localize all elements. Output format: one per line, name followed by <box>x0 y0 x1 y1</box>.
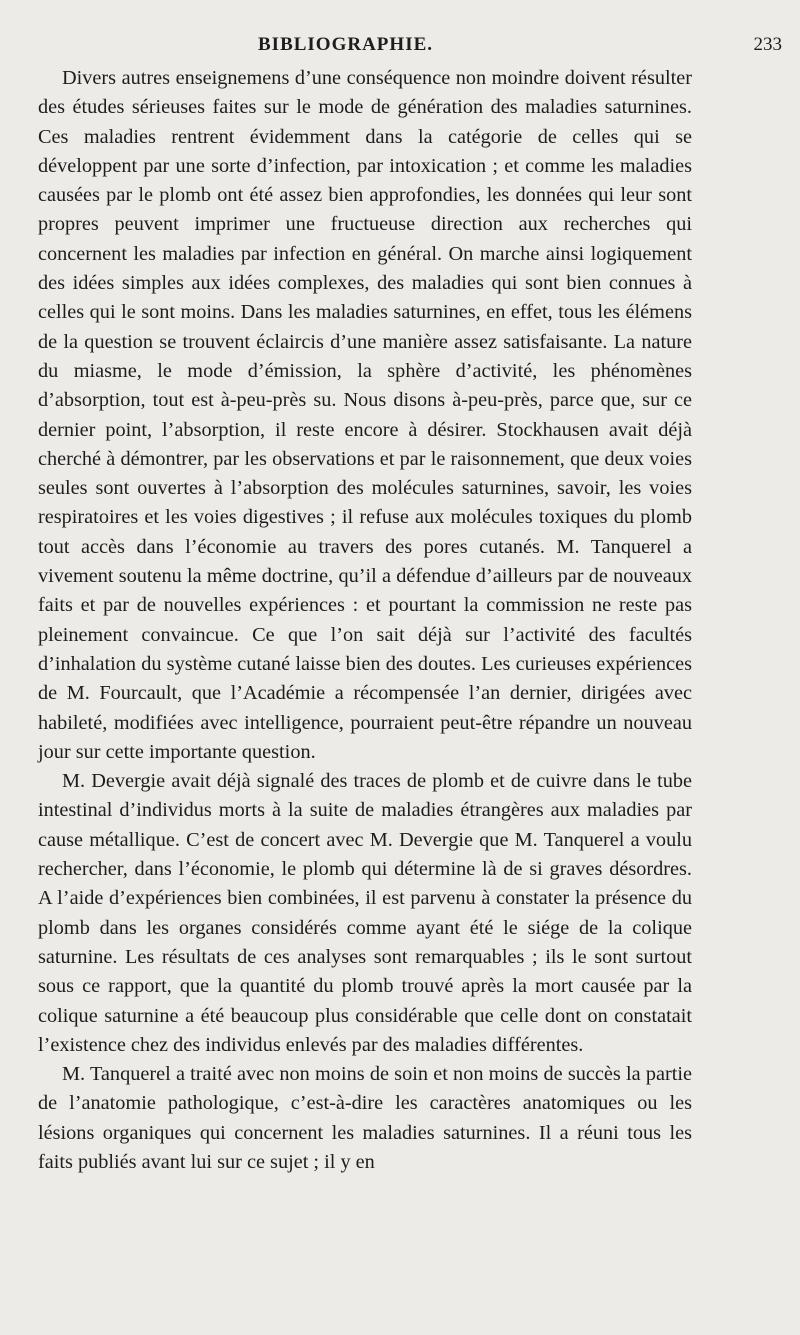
page-header <box>38 28 782 64</box>
body-text <box>38 64 692 1177</box>
paragraph: M. Tanquerel a traité avec non moins de soin et non moins de succès la partie de l’anatomie pathologique, c’est-à-dire les caractères anatomiques ou les lésions organiques qui concernent les maladies saturnines. Il a réuni tous les faits publiés avant lui sur ce sujet ; il y en <box>38 1063 692 1173</box>
page-number: 233 <box>753 34 782 55</box>
running-title: BIBLIOGRAPHIE. <box>258 34 434 55</box>
paragraph: Divers autres enseignemens d’une conséquence non moindre doivent résulter des études sérieuses faites sur le mode de génération des maladies saturnines. Ces maladies rentrent évidemment dans la catégorie de celles qui se développent par une sorte d’infection, par intoxication ; et comme les maladies causées par le plomb ont été assez bien approfondies, les données qui leur sont propres peuvent imprimer une fructueuse direction aux recherches qui concernent les maladies par infection en général. On marche ainsi logiquement des idées simples aux idées complexes, des maladies qui sont bien connues à celles qui le sont moins. Dans les maladies saturnines, en effet, tous les élémens de la question se trouvent éclaircis d’une manière assez satisfaisante. La nature du miasme, le mode d’émission, la sphère d’activité, les phénomènes d’absorption, tout est à-peu-près su. Nous disons à-peu-près, parce que, sur ce dernier point, l’absorption, il reste encore à désirer. Stockhausen avait déjà cherché à démontrer, par les observations et par le raisonnement, que deux voies seules sont ouvertes à l’absorption des molécules saturnines, savoir, les voies respiratoires et les voies digestives ; il refuse aux molécules toxiques du plomb tout accès dans l’économie au travers des pores cutanés. M. Tanquerel a vivement soutenu la même doctrine, qu’il a défendue d’ailleurs par de nouveaux faits et par de nouvelles expériences : et pourtant la commission ne reste pas pleinement convaincue. Ce que l’on sait déjà sur l’activité des facultés d’inhalation du système cutané laisse bien des doutes. Les curieuses expériences de M. Fourcault, que l’Académie a récompensée l’an dernier, dirigées avec habileté, modifiées avec intelligence, pourraient peut-être répandre un nouveau jour sur cette importante question. <box>38 67 692 763</box>
paragraph: M. Devergie avait déjà signalé des traces de plomb et de cuivre dans le tube intestinal d’individus morts à la suite de maladies étrangères aux maladies par cause métallique. C’est de concert avec M. Devergie que M. Tanquerel a voulu rechercher, dans l’économie, le plomb qui détermine là de si graves désordres. A l’aide d’expériences bien combinées, il est parvenu à constater la présence du plomb dans les organes considérés comme ayant été le siége de la colique saturnine. Les résultats de ces analyses sont remarquables ; ils le sont surtout sous ce rapport, que la quantité du plomb trouvé après la mort causée par la colique saturnine a été beaucoup plus considérable que celle dont on constatait l’existence chez des individus enlevés par des maladies différentes. <box>38 770 692 1056</box>
